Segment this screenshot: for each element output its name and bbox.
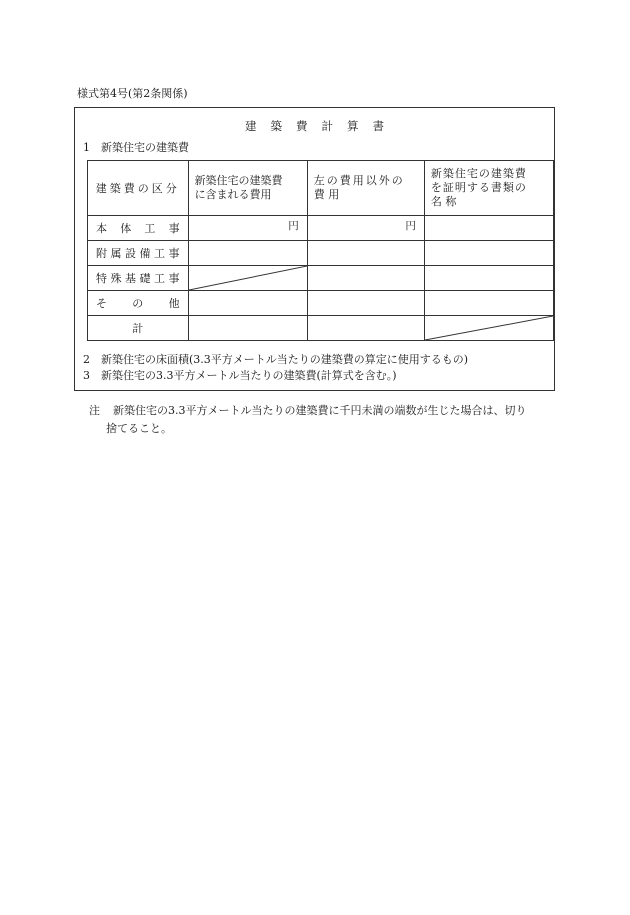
header-category xyxy=(88,161,189,216)
cell-other-main[interactable] xyxy=(307,216,424,241)
header-docs-line3b: 称 xyxy=(445,195,457,208)
item-2-text: 新築住宅の床面積(3.3平方メートル当たりの建築費の算定に使用するもの) xyxy=(101,353,469,366)
row-label-text xyxy=(96,245,180,261)
note-line1: 新築住宅の3.3平方メートル当たりの建築費に千円未満の端数が生じた場合は、切り xyxy=(113,404,527,417)
table-row xyxy=(88,216,554,241)
cell-docs-total-crossed xyxy=(424,316,553,341)
cell-docs-foundation[interactable] xyxy=(424,266,553,291)
row-label-char: 附 xyxy=(96,247,107,260)
header-category-label: 建築費の区分 xyxy=(95,182,180,195)
cell-included-other[interactable] xyxy=(188,291,307,316)
row-label-char: 他 xyxy=(168,297,180,310)
row-label-char: 本 xyxy=(96,222,107,235)
row-label-char: 体 xyxy=(120,222,132,235)
item-3-text: 新築住宅の3.3平方メートル当たりの建築費(計算式を含む。) xyxy=(101,369,397,382)
item-1-text: 新築住宅の建築費 xyxy=(101,141,189,154)
row-label-text xyxy=(96,295,180,311)
row-label-total xyxy=(88,316,189,341)
header-other-line2a: 費 xyxy=(313,188,325,201)
header-docs-line1: 新築住宅の建築費 xyxy=(430,167,527,180)
header-supporting-documents xyxy=(424,161,553,216)
document-title: 建築費計算書 xyxy=(245,119,398,133)
table-row xyxy=(88,241,554,266)
cell-included-total[interactable] xyxy=(188,316,307,341)
header-included-line2: に含まれる費用 xyxy=(194,188,272,201)
header-docs-line3 xyxy=(431,195,547,209)
cell-docs-main[interactable] xyxy=(424,216,553,241)
cell-other-foundation[interactable] xyxy=(307,266,424,291)
header-included-costs xyxy=(188,161,307,216)
header-included-line1: 新築住宅の建築費 xyxy=(194,174,283,187)
unit-yen: 円 xyxy=(288,220,299,232)
row-label-char: 工 xyxy=(154,247,165,260)
item-3 xyxy=(83,367,397,383)
row-label-char: 備 xyxy=(139,247,151,260)
row-label-char: 工 xyxy=(144,222,156,235)
row-label-char: 工 xyxy=(154,272,165,285)
row-label-text: 計 xyxy=(132,322,144,335)
row-label-char: そ xyxy=(96,297,107,310)
row-label-main-construction xyxy=(88,216,189,241)
cell-docs-equipment[interactable] xyxy=(424,241,553,266)
row-label-other xyxy=(88,291,189,316)
row-label-char: の xyxy=(132,297,144,310)
header-docs-line2: を証明する書類の xyxy=(430,181,527,194)
row-label-char: 事 xyxy=(168,247,180,260)
row-label-text xyxy=(96,220,180,236)
cell-other-other[interactable] xyxy=(307,291,424,316)
unit-yen: 円 xyxy=(405,220,416,232)
row-label-char: 設 xyxy=(125,247,136,260)
item-2 xyxy=(83,351,468,367)
row-label-char: 礎 xyxy=(139,272,151,285)
note-mark: 注 xyxy=(89,404,100,417)
cell-included-main[interactable] xyxy=(188,216,307,241)
row-label-char: 基 xyxy=(125,272,136,285)
item-1-number: 1 xyxy=(83,141,90,154)
diagonal-strike-line xyxy=(425,316,553,340)
calculation-form-box xyxy=(74,107,555,391)
table-row xyxy=(88,266,554,291)
item-3-number: 3 xyxy=(83,369,90,382)
item-1 xyxy=(83,139,189,155)
table-row xyxy=(88,291,554,316)
cell-docs-other[interactable] xyxy=(424,291,553,316)
header-other-line1: 左の費用以外の xyxy=(313,174,405,187)
header-docs-line3a: 名 xyxy=(430,195,442,208)
row-label-equipment-construction xyxy=(88,241,189,266)
item-2-number: 2 xyxy=(83,353,90,366)
table-row-total xyxy=(88,316,554,341)
row-label-char: 特 xyxy=(96,272,107,285)
note-line2: 捨てること。 xyxy=(106,422,172,435)
footnote xyxy=(89,402,559,438)
header-other-line2b: 用 xyxy=(328,188,340,201)
form-number: 様式第4号(第2条関係) xyxy=(77,87,188,100)
row-label-char: 事 xyxy=(168,272,180,285)
header-other-costs xyxy=(307,161,424,216)
cell-other-total[interactable] xyxy=(307,316,424,341)
cell-included-foundation-crossed xyxy=(188,266,307,291)
row-label-special-foundation xyxy=(88,266,189,291)
row-label-char: 事 xyxy=(168,222,180,235)
cell-other-equipment[interactable] xyxy=(307,241,424,266)
diagonal-strike-line xyxy=(189,266,307,290)
table-header-row xyxy=(88,161,554,216)
construction-cost-table xyxy=(87,160,554,341)
cell-included-equipment[interactable] xyxy=(188,241,307,266)
row-label-text xyxy=(96,270,180,286)
row-label-char: 属 xyxy=(110,247,122,260)
row-label-char: 殊 xyxy=(110,272,122,285)
header-other-line2 xyxy=(314,188,418,202)
